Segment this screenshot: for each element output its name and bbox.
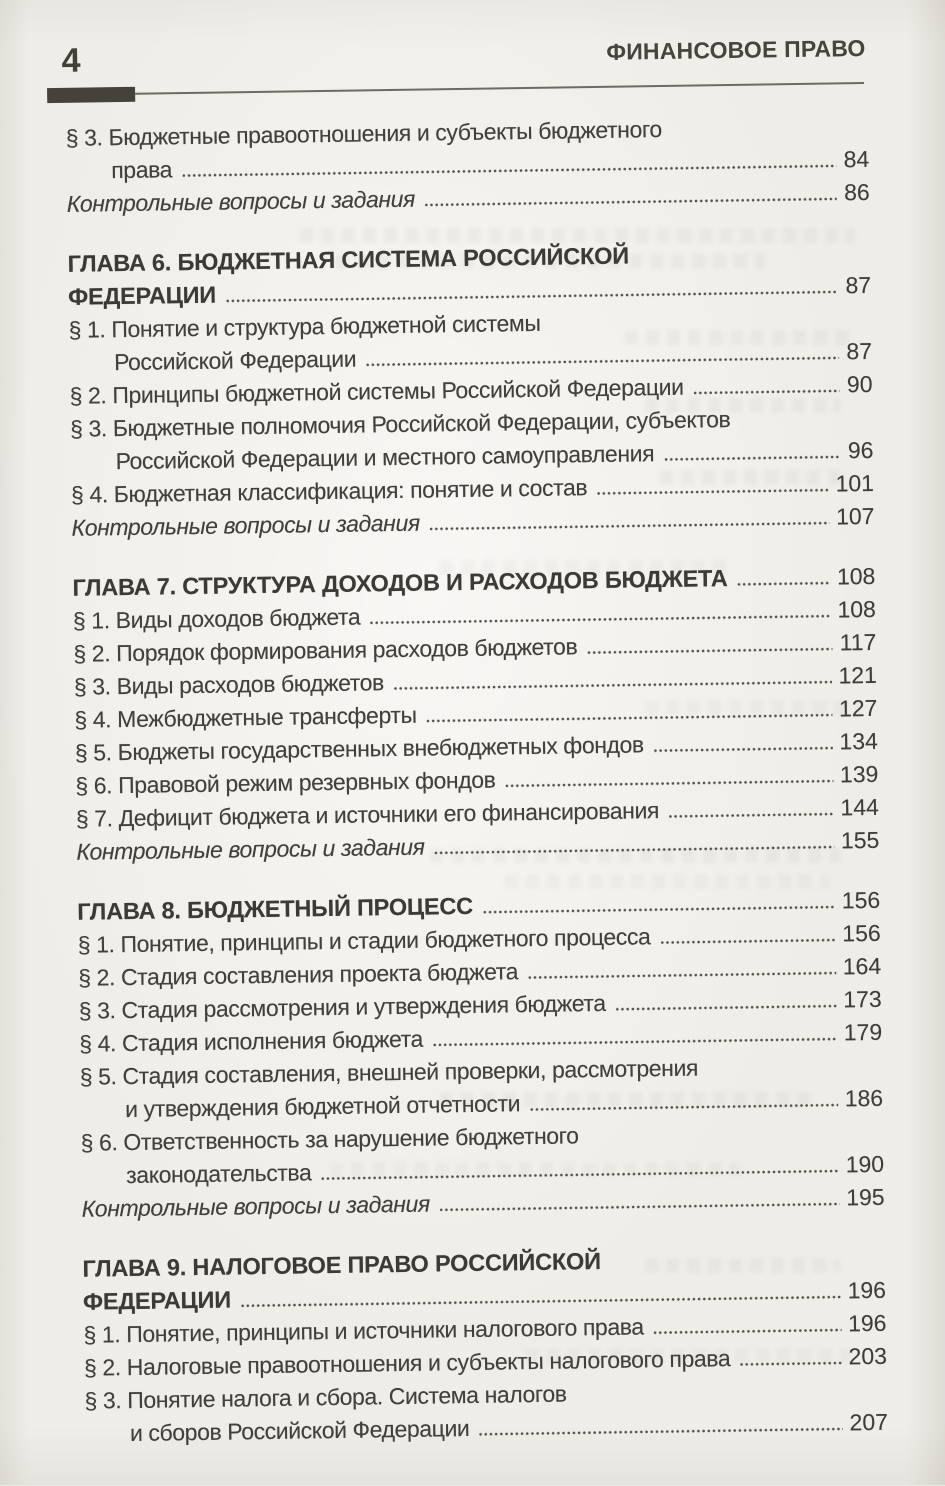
dot-leader bbox=[435, 846, 834, 855]
toc-entry-text: § 5. Бюджеты государственных внебюджетных фондов bbox=[74, 731, 644, 766]
toc-entry-text: § 2. Налоговые правоотношения и субъекты налогового права bbox=[83, 1345, 731, 1381]
dot-leader bbox=[321, 1169, 838, 1180]
dot-leader bbox=[425, 197, 837, 206]
toc-entry bbox=[70, 400, 874, 478]
toc-entry-text: ГЛАВА 7. СТРУКТУРА ДОХОДОВ И РАСХОДОВ БЮДЖЕТА bbox=[72, 565, 728, 601]
page-ref: 117 bbox=[839, 628, 877, 656]
toc-entry-text: § 3. Виды расходов бюджетов bbox=[73, 669, 385, 700]
toc-entry-text: § 5. Стадия составления, внешней проверки, рассмотрения bbox=[79, 1054, 699, 1090]
toc-entry bbox=[68, 301, 872, 379]
toc-entry-text: § 3. Стадия рассмотрения и утверждения бюджета bbox=[78, 989, 606, 1024]
page-ref: 108 bbox=[837, 595, 877, 623]
toc-entry-text: законодательства bbox=[125, 1159, 312, 1189]
dot-leader bbox=[654, 1328, 841, 1334]
page-ref: 173 bbox=[843, 985, 882, 1013]
dot-leader bbox=[370, 615, 830, 625]
page-number: 4 bbox=[61, 41, 80, 80]
page-ref: 86 bbox=[843, 178, 870, 206]
dot-leader bbox=[597, 489, 828, 495]
toc-entry-text: Контрольные вопросы и задания bbox=[81, 1190, 431, 1222]
page-ref: 190 bbox=[845, 1150, 885, 1178]
toc-entry-text: Контрольные вопросы и задания bbox=[76, 833, 425, 865]
toc-entry-text: ГЛАВА 9. НАЛОГОВОЕ ПРАВО РОССИЙСКОЙ bbox=[82, 1248, 601, 1282]
dot-leader bbox=[241, 1295, 841, 1307]
toc-entry bbox=[79, 1048, 883, 1126]
header-accent-bar bbox=[47, 87, 135, 103]
dot-leader bbox=[528, 972, 836, 980]
dot-leader bbox=[616, 1005, 837, 1011]
page-ref: 107 bbox=[835, 502, 875, 530]
dot-leader bbox=[430, 522, 829, 531]
page-ref: 90 bbox=[846, 370, 873, 398]
toc-entry-text: § 3. Бюджетные правоотношения и субъекты бюджетного bbox=[65, 116, 662, 151]
dot-leader bbox=[654, 747, 833, 753]
page-ref: 101 bbox=[835, 469, 875, 497]
toc-entry-text: права bbox=[111, 156, 173, 184]
toc-list bbox=[66, 109, 889, 1450]
dot-leader bbox=[433, 1038, 837, 1047]
dot-leader bbox=[660, 939, 835, 945]
toc-entry-text: Российской Федерации и местного самоуправления bbox=[115, 440, 655, 475]
page-ref: 108 bbox=[836, 562, 876, 590]
page-ref: 144 bbox=[840, 793, 879, 821]
dot-leader bbox=[664, 455, 841, 461]
toc-entry-text: § 6. Ответственность за нарушение бюджетного bbox=[80, 1122, 579, 1156]
toc-entry-text: § 3. Бюджетные полномочия Российской Федерации, субъектов bbox=[69, 406, 731, 442]
page-ref: 84 bbox=[843, 145, 870, 173]
toc-entry-text: ФЕДЕРАЦИИ bbox=[82, 1286, 232, 1315]
dot-leader bbox=[669, 813, 834, 818]
toc-entry-text: Контрольные вопросы и задания bbox=[71, 509, 420, 541]
header-rule-line bbox=[135, 82, 864, 95]
toc-entry-text: Российской Федерации bbox=[113, 345, 357, 376]
toc-entry-text: § 4. Стадия исполнения бюджета bbox=[79, 1025, 424, 1057]
page-ref: 127 bbox=[838, 694, 878, 722]
page-ref: 156 bbox=[842, 919, 881, 947]
toc-entry-text: § 7. Дефицит бюджета и источники его финансирования bbox=[75, 797, 660, 832]
toc-entry bbox=[82, 1240, 886, 1318]
toc-entry-text: § 2. Стадия составления проекта бюджета bbox=[78, 958, 519, 991]
toc-entry-text: § 4. Бюджетная классификация: понятие и состав bbox=[70, 474, 588, 508]
page-ref: 139 bbox=[839, 760, 879, 788]
toc-entry-text: § 1. Понятие, принципы и стадии бюджетного процесса bbox=[77, 923, 651, 958]
toc-entry-text: § 1. Виды доходов бюджета bbox=[72, 603, 361, 634]
toc-entry bbox=[84, 1372, 888, 1450]
toc-entry bbox=[80, 1114, 884, 1192]
toc-entry-text: ГЛАВА 8. БЮДЖЕТНЫЙ ПРОЦЕСС bbox=[77, 892, 474, 925]
toc-entry-text: § 6. Правовой режим резервных фондов bbox=[75, 766, 496, 799]
toc-entry-text: ФЕДЕРАЦИИ bbox=[67, 281, 217, 310]
toc-entry-text: § 2. Порядок формирования расходов бюджетов bbox=[73, 633, 578, 667]
dot-leader bbox=[226, 290, 839, 302]
dot-leader bbox=[483, 906, 835, 914]
dot-leader bbox=[587, 648, 832, 655]
dot-leader bbox=[394, 681, 832, 690]
page-ref: 87 bbox=[845, 271, 872, 299]
page-ref: 156 bbox=[841, 886, 881, 914]
toc-entry-text: Контрольные вопросы и задания bbox=[66, 185, 416, 217]
dot-leader bbox=[694, 389, 840, 394]
dot-leader bbox=[427, 714, 832, 723]
page-ref: 195 bbox=[846, 1183, 885, 1211]
toc-entry-text: § 3. Понятие налога и сбора. Система налогов bbox=[84, 1380, 567, 1414]
toc-entry-text: и утверждения бюджетной отчетности bbox=[124, 1090, 521, 1123]
page-ref: 164 bbox=[842, 952, 882, 980]
dot-leader bbox=[740, 1361, 841, 1366]
toc-entry-text: § 1. Понятие, принципы и источники налогового права bbox=[83, 1313, 644, 1348]
dot-leader bbox=[738, 582, 831, 586]
page-ref: 196 bbox=[847, 1309, 887, 1337]
dot-leader bbox=[440, 1202, 839, 1211]
toc-entry-text: § 2. Принципы бюджетной системы Российской Федерации bbox=[69, 373, 684, 409]
page-ref: 121 bbox=[838, 661, 878, 689]
toc-entry bbox=[66, 109, 870, 187]
page-ref: 196 bbox=[847, 1276, 887, 1304]
dot-leader bbox=[530, 1103, 838, 1111]
dot-leader bbox=[366, 356, 839, 366]
page-ref: 96 bbox=[847, 436, 874, 464]
toc-entry-text: § 1. Понятие и структура бюджетной системы bbox=[68, 309, 541, 343]
page-ref: 134 bbox=[839, 727, 878, 755]
page-ref: 207 bbox=[849, 1408, 889, 1436]
toc-entry-text: ГЛАВА 6. БЮДЖЕТНАЯ СИСТЕМА РОССИЙСКОЙ bbox=[67, 242, 630, 277]
toc-entry-text: § 4. Межбюджетные трансферты bbox=[74, 701, 417, 733]
toc-entry-text: и сборов Российской Федерации bbox=[129, 1415, 470, 1447]
page-ref: 155 bbox=[840, 826, 880, 854]
dot-leader bbox=[506, 780, 834, 788]
page-ref: 87 bbox=[846, 337, 873, 365]
dot-leader bbox=[479, 1427, 842, 1435]
running-title: ФИНАНСОВОЕ ПРАВО bbox=[606, 34, 866, 65]
page-ref: 186 bbox=[844, 1084, 884, 1112]
dot-leader bbox=[182, 164, 837, 177]
toc-entry bbox=[67, 235, 871, 313]
page-ref: 179 bbox=[843, 1018, 883, 1046]
page-ref: 203 bbox=[848, 1342, 888, 1370]
